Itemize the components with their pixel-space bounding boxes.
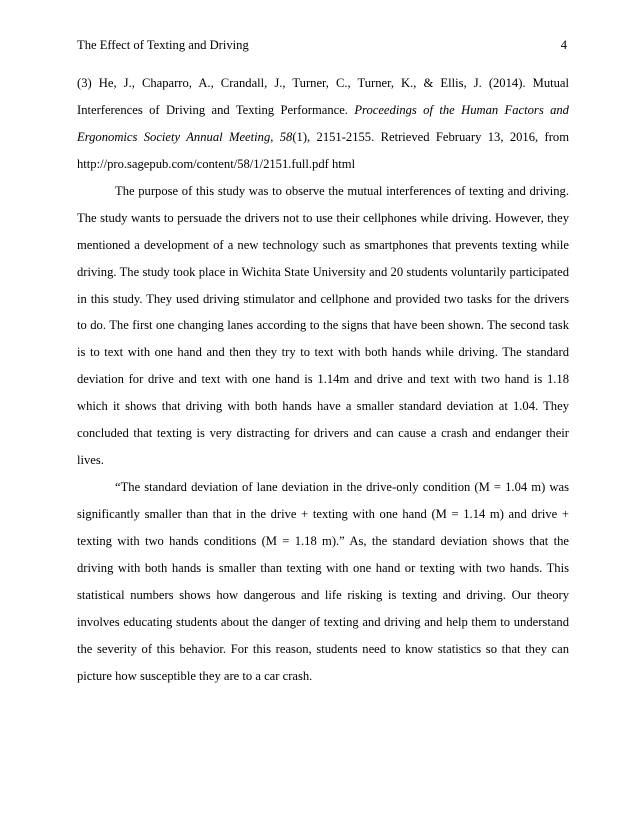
paragraph-1-line: driving. The study took place in Wichita State University and 20 students voluntarily participated — [77, 264, 569, 279]
paragraph-1-line: is to text with one hand and then they try to text with both hands while driving. The standard — [77, 345, 569, 360]
paragraph-1-line: which it shows that driving with both hands have a smaller standard deviation at 1.04. They — [77, 399, 569, 414]
paragraph-1-line: lives. — [77, 453, 104, 468]
reference-line-2 — [77, 97, 569, 124]
paragraph-2-line: “The standard deviation of lane deviation in the drive-only condition (M = 1.04 m) was — [115, 480, 569, 495]
paragraph-1-line: mentioned a development of a new technology such as smartphones that prevents texting while — [77, 237, 569, 252]
paragraph-1-line: The purpose of this study was to observe the mutual interferences of texting and driving. — [115, 183, 569, 198]
paragraph-2-line: involves educating students about the danger of texting and driving and help them to understand — [77, 614, 569, 629]
paragraph-2-line: the severity of this behavior. For this reason, students need to know statistics so that they can — [77, 641, 569, 656]
reference-journal-title: Proceedings of the Human Factors and — [354, 102, 569, 117]
body-text — [77, 70, 569, 690]
paragraph-2-line: driving with both hands is smaller than texting with one hand or texting with two hands. This — [77, 560, 569, 575]
reference-line-1: (3) He, J., Chaparro, A., Crandall, J., Turner, C., Turner, K., & Ellis, J. (2014). Mutual — [77, 76, 569, 90]
paragraph-1-line: The study wants to persuade the drivers not to use their cellphones while driving. However, they — [77, 210, 569, 225]
running-head-title: The Effect of Texting and Driving — [77, 38, 249, 52]
paragraph-1-line: concluded that texting is very distracting for drivers and can cause a crash and endanger their — [77, 426, 569, 441]
paragraph-2-line: statistical numbers shows how dangerous and life risking is texting and driving. Our theory — [77, 587, 569, 602]
paragraph-2-line: texting with two hands conditions (M = 1.18 m).” As, the standard deviation shows that the — [77, 533, 569, 548]
paragraph-1-line: to do. The first one changing lanes according to the signs that have been shown. The second task — [77, 318, 569, 333]
reference-line-3-plain: (1), 2151-2155. Retrieved February 13, 2016, from — [292, 129, 569, 144]
paragraph-1-line: in this study. They used driving stimulator and cellphone and provided two tasks for the drivers — [77, 291, 569, 306]
paragraph-2-line: picture how susceptible they are to a car crash. — [77, 668, 313, 683]
paragraph-1-line: deviation for drive and text with one hand is 1.14m and drive and text with two hand is 1.18 — [77, 372, 569, 387]
reference-line-2-plain: Interferences of Driving and Texting Performance. — [77, 102, 355, 117]
reference-journal-volume: Ergonomics Society Annual Meeting, 58 — [77, 129, 293, 144]
reference-url: http://pro.sagepub.com/content/58/1/2151.full.pdf html — [77, 156, 356, 171]
reference-line-3 — [77, 124, 569, 151]
page-number: 4 — [560, 38, 567, 52]
paragraph-2-line: significantly smaller than that in the drive + texting with one hand (M = 1.14 m) and drive + — [77, 507, 569, 521]
